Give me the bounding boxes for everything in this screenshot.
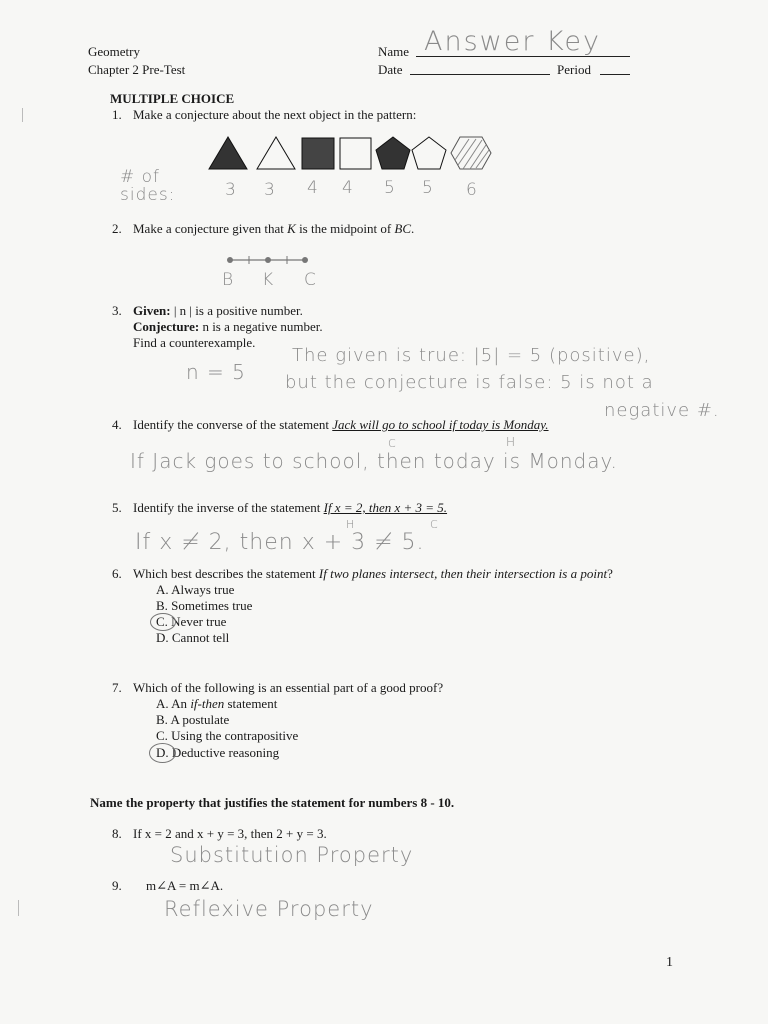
empty-pentagon-shape xyxy=(412,137,446,169)
q7-number: 7. xyxy=(112,680,122,695)
page-number: 1 xyxy=(666,955,673,970)
filled-triangle-shape xyxy=(209,137,247,169)
filled-pentagon-shape xyxy=(376,137,410,169)
q2-label-c: C xyxy=(304,270,317,290)
q1-count-4: 4 xyxy=(342,178,354,198)
q1-count-3: 4 xyxy=(307,178,319,198)
q6-option-b[interactable]: B. Sometimes true xyxy=(156,598,253,613)
q7-text: Which of the following is an essential part of a good proof? xyxy=(133,680,444,695)
q7-option-d[interactable]: D. Deductive reasoning xyxy=(156,745,280,760)
point-k xyxy=(265,257,271,263)
q6-answer-circle xyxy=(150,613,176,631)
q1-text: Make a conjecture about the next object in the pattern: xyxy=(133,107,417,122)
hatched-hexagon-shape xyxy=(451,137,491,169)
q5-mark-h: H xyxy=(346,518,356,531)
empty-triangle-shape xyxy=(257,137,295,169)
q2-number: 2. xyxy=(112,221,122,236)
q5-text: Identify the inverse of the statement If x = 2, then x + 3 = 5. xyxy=(133,500,448,515)
q2-text: Make a conjecture given that K is the midpoint of BC. xyxy=(133,221,415,236)
date-label: Date xyxy=(378,62,403,77)
q5-number: 5. xyxy=(112,500,122,515)
section-heading: MULTIPLE CHOICE xyxy=(110,91,235,106)
q5-mark-c: C xyxy=(430,518,439,531)
q6-option-d[interactable]: D. Cannot tell xyxy=(156,630,230,645)
q1-count-6: 5 xyxy=(422,178,434,198)
q3-find: Find a counterexample. xyxy=(133,335,256,350)
margin-mark xyxy=(22,108,23,122)
q9-answer: Reflexive Property xyxy=(164,897,374,921)
period-label: Period xyxy=(557,62,591,77)
q9-number: 9. xyxy=(112,878,122,893)
q4-mark-h: H xyxy=(506,435,517,449)
q4-number: 4. xyxy=(112,417,122,432)
point-b xyxy=(227,257,233,263)
q3-given: Given: | n | is a positive number. xyxy=(133,303,303,318)
q6-option-c[interactable]: C. Never true xyxy=(156,614,227,629)
shape-pattern xyxy=(205,133,505,175)
q9-text: m∠A = m∠A. xyxy=(146,878,224,893)
q4-answer: If Jack goes to school, then today is Monday. xyxy=(130,449,618,473)
q6-option-a[interactable]: A. Always true xyxy=(156,582,235,597)
margin-mark xyxy=(18,900,19,916)
q6-text: Which best describes the statement If two planes intersect, then their intersection is a point? xyxy=(133,566,613,581)
segment-bc-diagram xyxy=(220,252,320,268)
q7-answer-circle xyxy=(149,743,176,763)
q7-option-a[interactable]: A. An if-then statement xyxy=(156,696,278,711)
name-value: Answer Key xyxy=(424,26,601,57)
q7-option-b[interactable]: B. A postulate xyxy=(156,712,230,727)
q3-explanation-line1: The given is true: |5| = 5 (positive), xyxy=(292,345,651,366)
q1-sides-label: # of sides: xyxy=(120,167,176,205)
q4-mark-c: C xyxy=(388,437,397,450)
q8-answer: Substitution Property xyxy=(170,843,414,867)
property-heading: Name the property that justifies the statement for numbers 8 - 10. xyxy=(90,795,455,810)
filled-square-shape xyxy=(302,138,334,169)
q3-answer: n = 5 xyxy=(186,360,246,384)
q1-count-7: 6 xyxy=(466,180,478,200)
q8-text: If x = 2 and x + y = 3, then 2 + y = 3. xyxy=(133,826,327,841)
q1-count-5: 5 xyxy=(384,178,396,198)
q8-number: 8. xyxy=(112,826,122,841)
test-title: Chapter 2 Pre-Test xyxy=(88,62,186,77)
q3-conjecture: Conjecture: n is a negative number. xyxy=(133,319,323,334)
q4-text: Identify the converse of the statement Jack will go to school if today is Monday. xyxy=(133,417,549,432)
q1-count-2: 3 xyxy=(264,180,276,200)
point-c xyxy=(302,257,308,263)
q6-number: 6. xyxy=(112,566,122,581)
name-label: Name xyxy=(378,44,410,59)
q3-explanation-line3: negative #. xyxy=(604,400,720,421)
empty-square-shape xyxy=(340,138,371,169)
q1-number: 1. xyxy=(112,107,122,122)
period-line xyxy=(600,74,630,75)
q2-label-b: B xyxy=(222,270,235,290)
q3-explanation-line2: but the conjecture is false: 5 is not a xyxy=(285,372,654,393)
q7-option-c[interactable]: C. Using the contrapositive xyxy=(156,728,299,743)
q1-count-1: 3 xyxy=(225,180,237,200)
subject-title: Geometry xyxy=(88,44,140,59)
q5-answer: If x ≠ 2, then x + 3 ≠ 5. xyxy=(135,530,425,555)
q3-number: 3. xyxy=(112,303,122,318)
date-line xyxy=(410,74,550,75)
q2-label-k: K xyxy=(262,270,275,290)
